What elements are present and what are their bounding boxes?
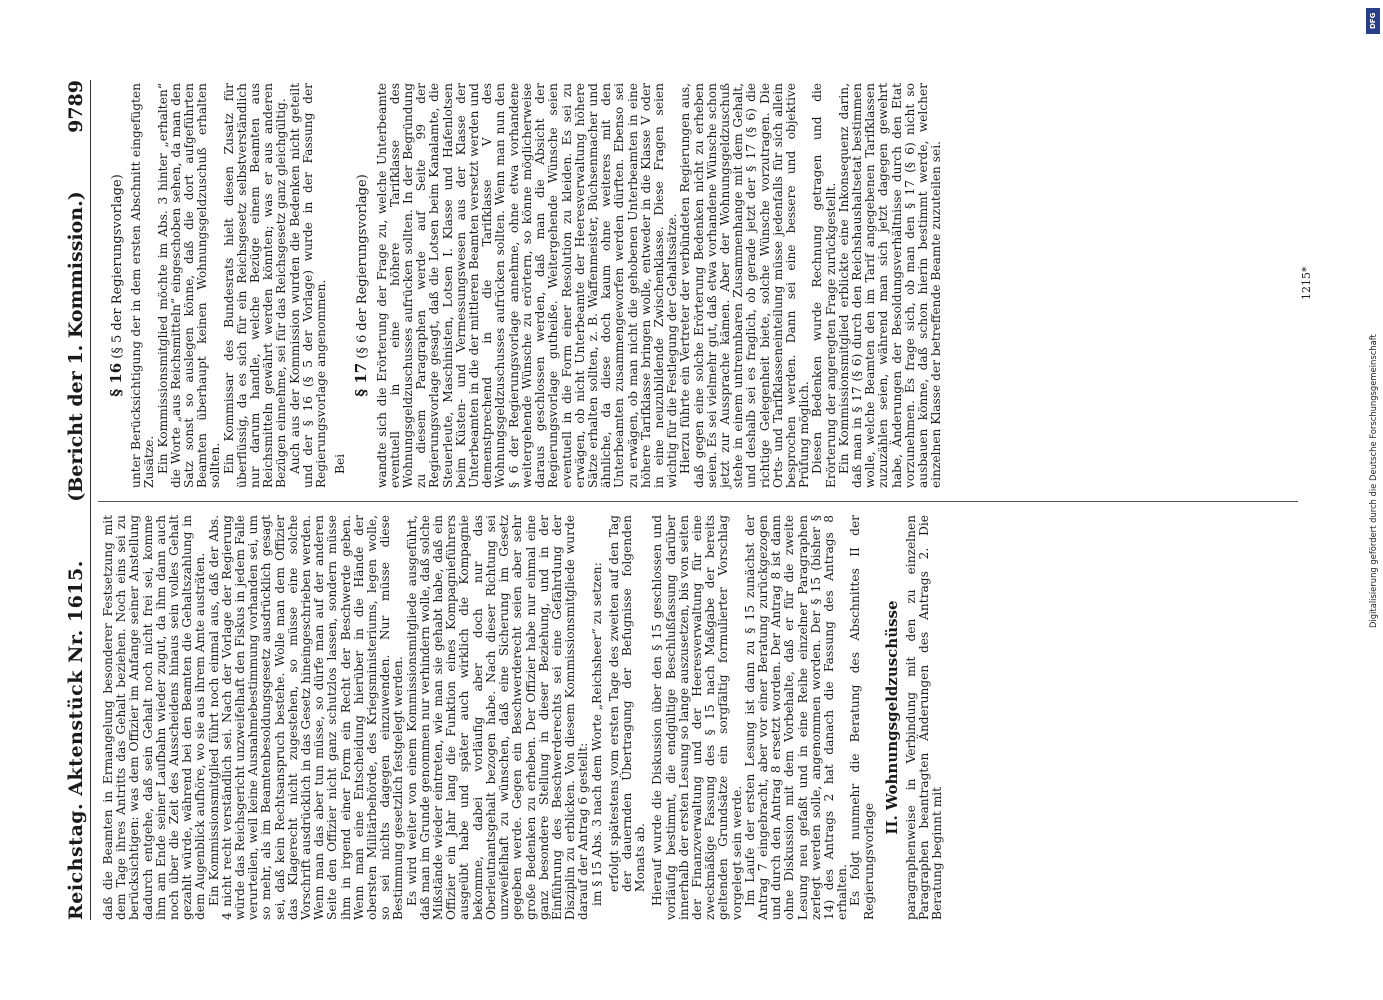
- paragraph: Im Laufe der ersten Lesung ist dann zu § 15 zunächst der Antrag 7 eingebracht, aber vor einer Beratung zurückgezogen und durch den Antrag 8 ersetzt worden. Der Antrag 8 ist dann ohne Diskussion mit dem Vorbehalte, daß er für die zweite Lesung neu gefaßt und in eine Reihe einzelner Paragraphen zerlegt werden solle, angenommen worden. Der § 15 (bisher § 14) des Antrags 2 hat danach die Fassung des Antrags 8 erhalten.: [742, 515, 850, 920]
- paragraph: unter Berücksichtigung der in dem ersten Abschnitt eingefügten Zusätze.: [129, 83, 157, 488]
- paragraph: Hierauf wurde die Diskussion über den § 15 geschlossen und vorläufig bestimmt, die endgültige Beschlußfassung darüber innerhalb der ersten Lesung so lange auszusetzen, bis von seiten der Finanzverwaltung und der Heeresverwaltung für eine zweckmäßige Fassung des § 15 nach Maßgabe der bereits geltenden Grundsätze ein sorgfältig formulierter Vorschlag vorgelegt sein werde.: [650, 515, 744, 920]
- header-title: (Bericht der 1. Kommission.): [65, 191, 87, 502]
- paragraph: Es wird weiter von einem Kommissionsmitgliede ausgeführt, daß man im Grunde genommen nur verhindern wolle, daß solche Mißstände wieder eintreten, wie man sie gehabt habe, daß ein Offizier ein Jahr lang die Funktion eines Kompagnieführers ausgeübt habe und später auch wirklich die Kompagnie bekomme, dabei vorläufig aber doch nur das Oberleutnantsgehalt bezogen habe. Nach dieser Richtung sei unzweifelhaft zu wünschen, daß eine Sicherung im Gesetz gegeben werde. Gegen ein Beschwerderecht seien aber sehr große Bedenken zu erheben. Der Offizier habe nur einmal eine ganz besondere Stellung in dieser Beziehung, und in der Einführung des Beschwerderechts sei eine Gefährdung der Disziplin zu erblicken. Von diesem Kommissionsmitgliede wurde darauf der Antrag 6 gestellt:: [404, 515, 591, 920]
- section-17-heading: [352, 83, 371, 488]
- paragraph: Diesen Bedenken wurde Rechnung getragen und die Erörterung der angeregten Frage zurückgestellt.: [810, 83, 838, 488]
- dfg-logo-icon: DFG: [1366, 8, 1380, 34]
- document-page: [62, 80, 1317, 920]
- paragraph: im § 15 Abs. 3 nach dem Worte „Reichsheer“ zu setzen:: [589, 562, 604, 906]
- left-column: [102, 515, 945, 920]
- section-subtitle: (§ 6 der Regierungsvorlage): [355, 174, 371, 359]
- paragraph: Auch aus der Kommission wurden die Bedenken nicht geteilt und der § 16 (§ 5 der Vorlage) wurde in der Fassung der Regierungsvorlage angenommen.: [287, 83, 329, 488]
- paragraph: Ein Kommissionsmitglied möchte im Abs. 3 hinter „erhalten“ die Worte „aus Reichsmitteln“ eingeschoben sehen, da man den Satz sonst so auslegen könne, daß die dort aufgeführten Beamten überhaupt keinen Wohnungsgeldzuschuß erhalten sollten.: [155, 83, 223, 488]
- paragraph: Ein Kommissar des Bundesrats hielt diesen Zusatz für überflüssig, da es sich für ein Reichsgesetz selbstverständlich nur darum handle, welche Bezüge einem Beamten aus Reichsmitteln gewährt werden könnten; was er aus anderen Bezügen einnehme, sei für das Reichsgesetz ganz gleichgültig.: [221, 83, 289, 488]
- paragraph: Es folgt nunmehr die Beratung des Abschnittes II der Regierungsvorlage: [848, 515, 876, 920]
- funding-note: Digitalisierung gefördert durch die Deutsche Forschungsgemeinschaft: [1368, 334, 1378, 628]
- section-16-heading: [107, 83, 125, 488]
- page-number: 9789: [65, 80, 87, 133]
- paragraph: Hierzu führte ein Vertreter der verbündeten Regierungen aus, daß gegen eine solche Erörterung Bedenken nicht zu erheben seien. Es sei vielmehr gut, daß etwa vorhandene Wünsche schon jetzt zur Aussprache kämen. Aber der Wohnungsgeldzuschuß stehe in einem untrennbaren Zusammenhange mit dem Gehalt, und deshalb sei es fraglich, ob gerade jetzt der § 17 (§ 6) die richtige Gelegenheit biete, solche Wünsche vorzutragen. Die Orts- und Tarifklasseneinteilung müsse jedenfalls für sich allein besprochen werden. Dann sei eine bessere und objektive Prüfung möglich.: [678, 83, 812, 488]
- section-subtitle: (§ 5 der Regierungsvorlage): [110, 174, 125, 359]
- digitization-sidebar: [1366, 8, 1380, 628]
- page-header: [62, 80, 91, 920]
- paragraph: Ein Kommissionsmitglied erblickte eine Inkonsequenz darin, daß man in § 17 (§ 6) durch den Reichshaushaltsetat bestimmen wolle, welche Beamten den im Tarif angegebenen Tarifklassen zuzuzählen seien, während man sich jetzt dagegen gewehrt habe, Änderungen der Besoldungsverhältnisse durch den Etat vorzunehmen. Es frage sich, ob man den § 17 (§ 6) nicht so ausbauen könne, daß schon hierin bestimmt werde, welcher einzelnen Klasse der betreffende Beamte zuzuteilen sei.: [836, 83, 944, 488]
- header-left: Reichstag. Aktenstück Nr. 1615.: [65, 560, 87, 920]
- paragraph: Ein Kommissionsmitglied führt noch einmal aus, daß der Abs. 4 nicht recht verständlich sei. Nach der Vorlage der Regierung würde das Reichsgericht unzweifelhaft den Fiskus in jedem Falle verurteilen, weil keine Ausnahmebestimmung vorhanden sei, um so mehr, als im Beamtenbesoldungsgesetz ausdrücklich gesagt sei, daß kein Rechtsanspruch bestehe. Wolle man dem Offizier das Klagerecht nicht zugestehen, so müsse eine solche Vorschrift ausdrücklich in das Gesetz hineingeschrieben werden. Wenn man das aber tun müsse, so dürfe man auf der anderen Seite den Offizier nicht ganz schutzlos lassen, sondern müsse ihm in irgend einer Form ein Recht der Beschwerde geben. Wenn man eine Entscheidung hierüber in die Hände der obersten Militärbehörde, des Kriegsministeriums, legen wolle, so sei nichts dagegen einzuwenden. Nur müsse diese Bestimmung gesetzlich festgelegt werden.: [206, 515, 406, 920]
- right-column: [102, 83, 943, 488]
- section-number: § 16: [107, 362, 125, 397]
- paragraph: Bei: [333, 453, 348, 474]
- section-number: § 17: [352, 362, 371, 397]
- column-divider: [98, 501, 1298, 502]
- paragraph: daß die Beamten in Ermangelung besonderer Festsetzung mit dem Tage ihres Antritts das Gehalt beziehen. Noch eins sei zu berücksichtigen: was dem Offizier im Anfange seiner Anstellung dadurch entgehe, daß sein Gehalt noch nicht frei sei, komme ihm am Ende seiner Laufbahn wieder zugut, da ihm dann auch noch über die Zeit des Ausscheidens hinaus sein volles Gehalt gezahlt würde, während bei den Beamten die Gehaltszahlung in dem Augenblick aufhöre, wo sie aus ihrem Amte austräten.: [101, 515, 208, 920]
- paragraph: wandte sich die Erörterung der Frage zu, welche Unterbeamte eventuell in eine höhere Tarifklasse des Wohnungsgeldzuschusses aufrücken sollten. In der Begründung zu diesem Paragraphen werde auf Seite 99 der Regierungsvorlage gesagt, daß die Lotsen beim Kanalamte, die Steuerleute, Maschinisten, Lotsen I. Klasse und Hafenlotsen beim Küsten- und Vermessungswesen aus der Klasse der Unterbeamten in die der mittleren Beamten versetzt werden und demenstprechend in die Tarifklasse V des Wohnungsgeldzuschusses aufrücken sollten. Wenn man nun den § 6 der Regierungsvorlage annehme, ohne etwa vorhandene weitergehende Wünsche zu erörtern, so könne möglicherweise daraus geschlossen werden, daß man die Absicht der Regierungsvorlage gutheiße. Weitergehende Wünsche seien eventuell in die Form einer Resolution zu kleiden. Es sei zu erwägen, ob nicht Unterbeamte der Heeresverwaltung höhere Sätze erhalten sollten, z. B. Waffenmeister, Büchsenmacher und ähnliche, da diese doch kaum ohne weiteres mit den Unterbeamten zusammengeworfen werden dürften. Ebenso sei zu erwägen, ob man nicht die gehobenen Unterbeamten in eine höhere Tarifklasse bringen wolle, entweder in die Klasse V oder in eine neuzubildende Zwischenklasse. Diese Fragen seien wichtig für die Festlegung der Gehaltssätze.: [374, 83, 680, 488]
- section-heading: II. Wohnungsgeldzuschüsse: [882, 600, 901, 835]
- quote: erfolgt spätestens vom ersten Tage des zweiten auf den Tag der dauernden Übertragung der Befugnisse folgenden Monats ab.: [606, 515, 648, 892]
- paragraph: paragraphenweise in Verbindung mit den zu einzelnen Paragraphen beantragten Änderungen des Antrags 2. Die Beratung beginnt mit: [903, 515, 945, 920]
- printer-signature: 1215*: [1300, 266, 1313, 300]
